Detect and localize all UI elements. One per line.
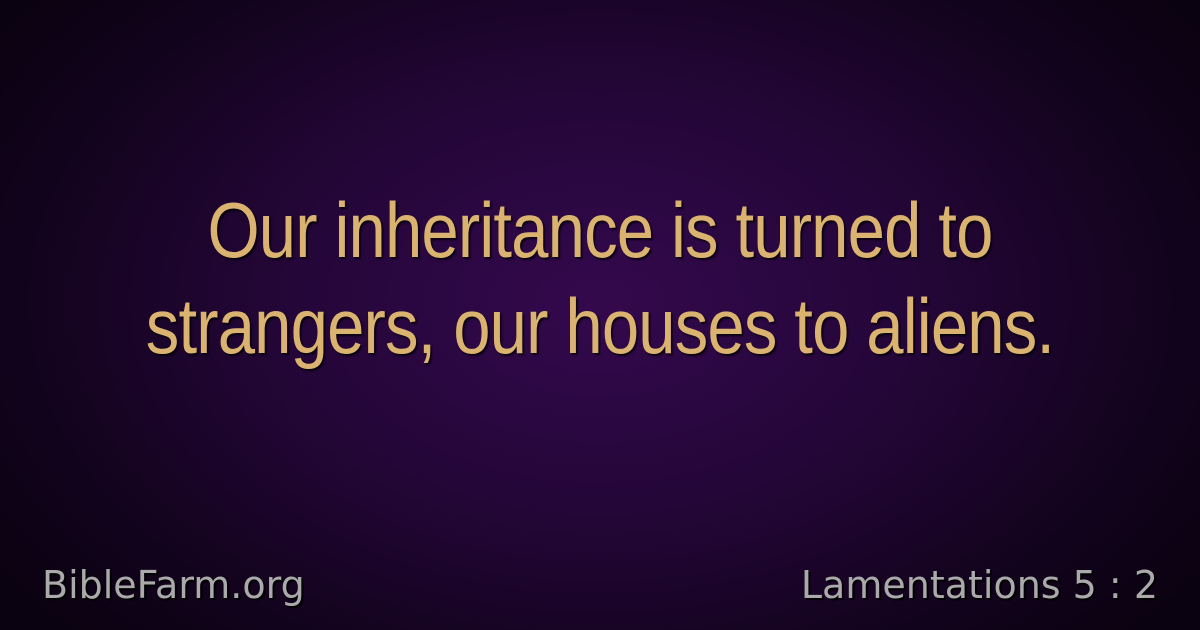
- verse-line-1: Our inheritance is turned to: [207, 186, 993, 274]
- verse-line-2: strangers, our houses to aliens.: [145, 282, 1055, 370]
- verse-reference: Lamentations 5 : 2: [800, 563, 1158, 607]
- site-name: BibleFarm.org: [42, 563, 305, 607]
- verse-text: [84, 182, 1116, 374]
